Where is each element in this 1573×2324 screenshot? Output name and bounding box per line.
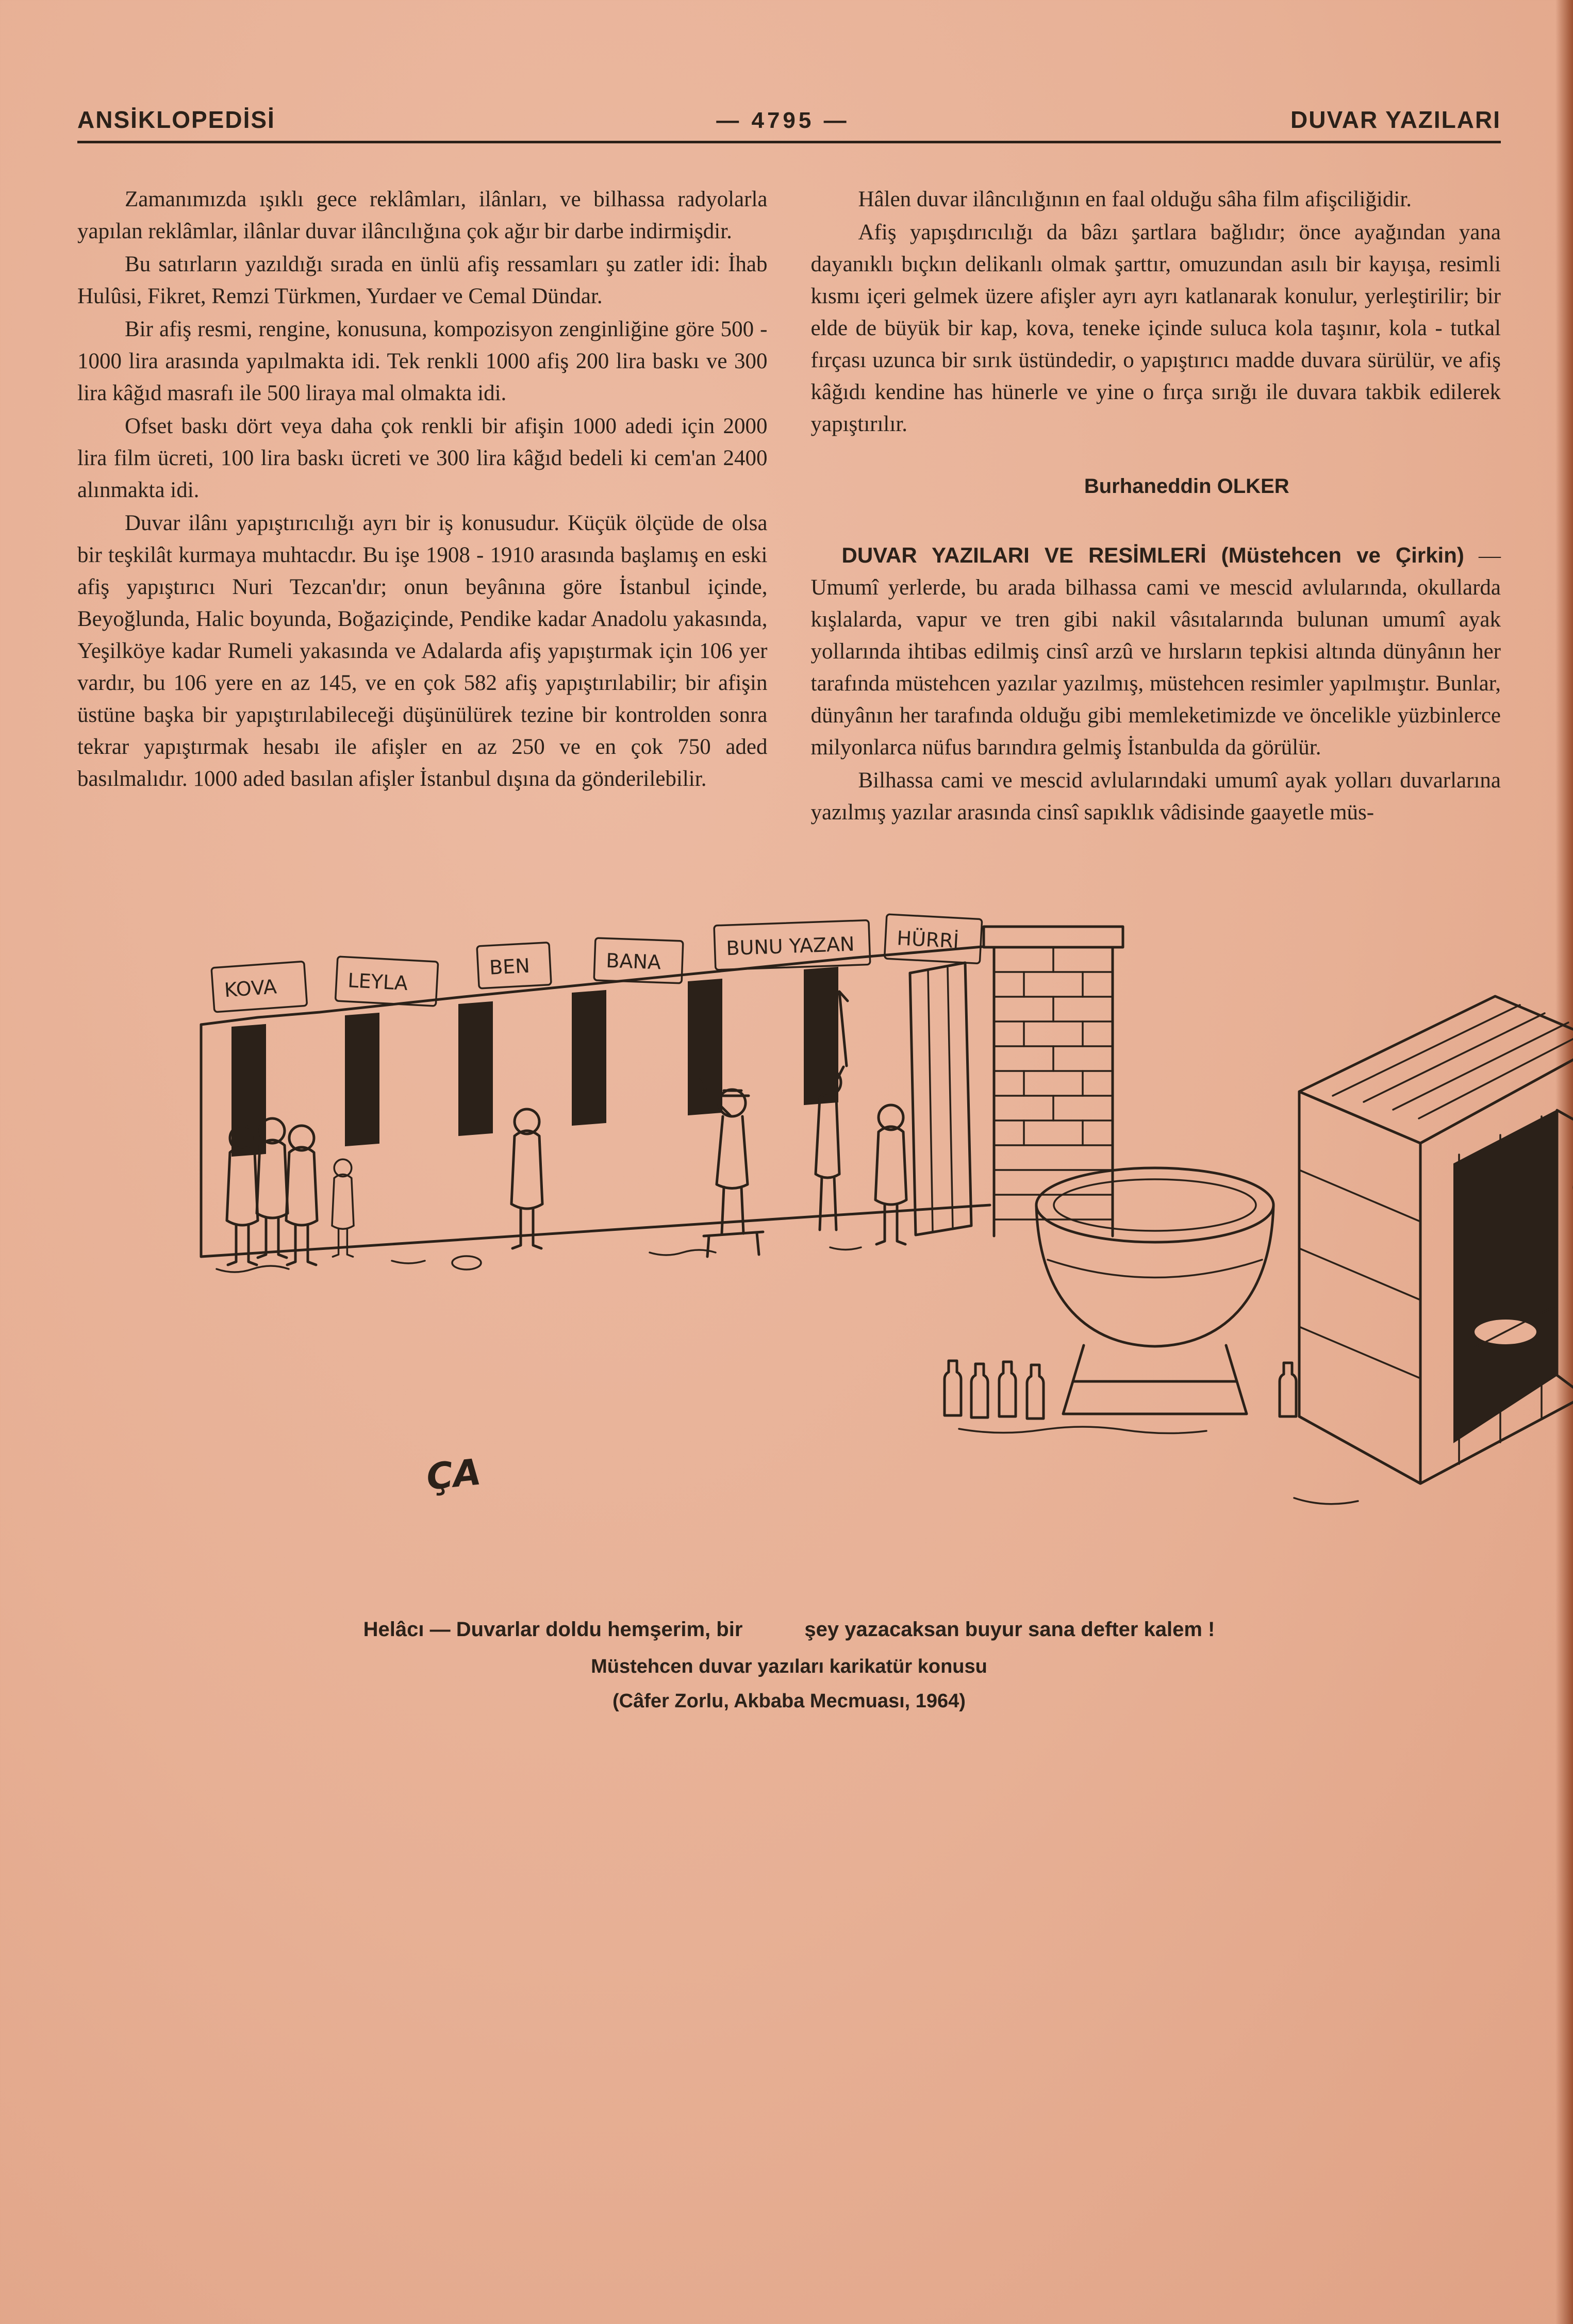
caption-line3: (Câfer Zorlu, Akbaba Mecmuası, 1964): [612, 1690, 966, 1712]
leaning-plank: [910, 963, 971, 1235]
cartoon-illustration: [186, 896, 1573, 1569]
cauldron: [1036, 1168, 1273, 1414]
paragraph: Ofset baskı dört veya daha çok renkli bir afişin 1000 adedi için 2000 lira film ücreti, 100 lira baskı ücreti ve 300 lira kâğıd bedeli ki cem'an 2400 alınmakta idi.: [77, 414, 768, 502]
caption-block: [77, 1618, 1501, 1712]
paragraph: Zamanımızda ışıklı gece reklâmları, ilânları, ve bilhassa radyolarla yapılan reklâmlar, ilânlar duvar ilâncılığına çok ağır bir darbe indirmişdir.: [77, 187, 768, 243]
text-columns: [77, 184, 1501, 829]
outhouse-door: [1557, 1110, 1573, 1412]
paragraph: Bir afiş resmi, rengine, konusuna, kompozisyon zenginliğine göre 500 - 1000 lira arasında yapılmakta idi. Tek renkli 1000 afiş 200 lira baskı ve 300 lira kâğıd masrafı ile 500 liraya mal olmakta idi.: [77, 317, 768, 405]
graffiti-text: BANA: [605, 949, 661, 974]
graffiti-text: KOVA: [223, 975, 278, 1002]
graffiti-text: BUNU YAZAN: [725, 932, 855, 960]
graffiti-text: BEN: [489, 954, 531, 979]
right-column: [811, 184, 1501, 829]
graffiti-wall: [201, 947, 990, 1257]
author-signature: Burhaneddin OLKER: [1084, 475, 1289, 498]
caption-line1-left: Helâcı — Duvarlar doldu hemşerim, bir: [363, 1618, 743, 1641]
brick-pillar: [984, 927, 1123, 1236]
header-rule: [77, 141, 1501, 143]
cartoon-svg: [186, 896, 1573, 1566]
section-heading: DUVAR YAZILARI VE RESİMLERİ (Müstehcen ve Çirkin): [841, 543, 1464, 567]
graffiti-text: HÜRRİ: [896, 927, 960, 953]
running-head-right: DUVAR YAZILARI: [1290, 106, 1501, 133]
graffiti-text: LEYLA: [347, 969, 409, 995]
caption-line1-right: şey yazacaksan buyur sana defter kalem !: [804, 1618, 1215, 1641]
artist-signature: ÇA: [424, 1451, 483, 1498]
outhouse: [1299, 996, 1573, 1484]
paragraph: Bilhassa cami ve mescid avlularındaki umumî ayak yolları duvarlarına yazılmış yazılar arasında cinsî sapıklık vâdisinde gaayetle müs-: [810, 768, 1501, 825]
section-body: — Umumî yerlerde, bu arada bilhassa cami ve mescid avlularında, okullarda kışlalarda, vapur ve tren gibi nakil vâsıtalarında bulunan umumî ayak yollarında ihtibas edilmiş cinsî arzû ve hırsların tepkisi altında dünyânın her tarafında müstehcen yazılar yazılmış, müstehcen resimler yapılmıştır. Bunlar, dünyânın her tarafında olduğu gibi memleketimizde ve öncelikle yüzbinlerce milyonlarca nüfus barındıra gelmiş İstanbulda da görülür.: [810, 543, 1501, 760]
paragraph: Duvar ilânı yapıştırıcılığı ayrı bir iş konusudur. Küçük ölçüde de olsa bir teşkilât kurmaya muhtacdır. Bu işe 1908 - 1910 arasında başlamış en eski afiş yapıştırıcı Nuri Tezcan'dır; onun beyânına göre İstanbul içinde, Beyoğlunda, Halic boyunda, Boğaziçinde, Pendike kadar Anadolu yakasında, Yeşilköye kadar Rumeli yakasında ve Adalarda afiş yapıştırmak için 106 yer vardır, bu 106 yere en az 145, ve en çok 582 afiş yapıştırılabilir; bir afişin üstüne başka bir yapıştırılabileceği düşünülürek tezine bir kontrolden sonra tekrar yapıştırmak hesabı ile afişler en az 250 ve en çok 750 aded basılmalıdır. 1000 aded basılan afişler İstanbul dışına da gönderilebilir.: [77, 511, 768, 791]
paragraph: Hâlen duvar ilâncılığının en faal olduğu sâha film afişciliğidir.: [858, 187, 1412, 211]
section-paragraph: [811, 539, 1501, 764]
caption-line2: Müstehcen duvar yazıları karikatür konusu: [591, 1656, 987, 1677]
bottles: [945, 1361, 1296, 1419]
page-number: — 4795 —: [716, 108, 850, 133]
left-column: [77, 184, 768, 829]
caption-line1: [77, 1618, 1501, 1641]
paragraph: Afiş yapışdırıcılığı da bâzı şartlara bağlıdır; önce ayağından yana dayanıklı bıçkın delikanlı olmak şarttır, omuzundan asılı bir kayışa, resimli kısmı içeri gelmek üzere afişler ayrı ayrı katlanarak konulur, yerleştirilir; bir elde de büyük bir kap, kova, teneke içinde suluca kola taşınır, kola - tutkal fırçası uzunca bir sırık üstündedir, o yapıştırıcı madde duvara sürülür, ve afiş kâğıdı kendine has hünerle ve yine o fırça sırığı ile duvara takbik edilerek yapıştırılır.: [810, 220, 1501, 436]
running-head: [77, 106, 1501, 134]
ground-scribbles: [217, 1247, 1358, 1504]
paragraph: Bu satırların yazıldığı sırada en ünlü afiş ressamları şu zatler idi: İhab Hulûsi, Fikret, Remzi Türkmen, Yurdaer ve Cemal Dündar.: [77, 252, 768, 308]
running-head-left: ANSİKLOPEDİSİ: [77, 106, 275, 133]
